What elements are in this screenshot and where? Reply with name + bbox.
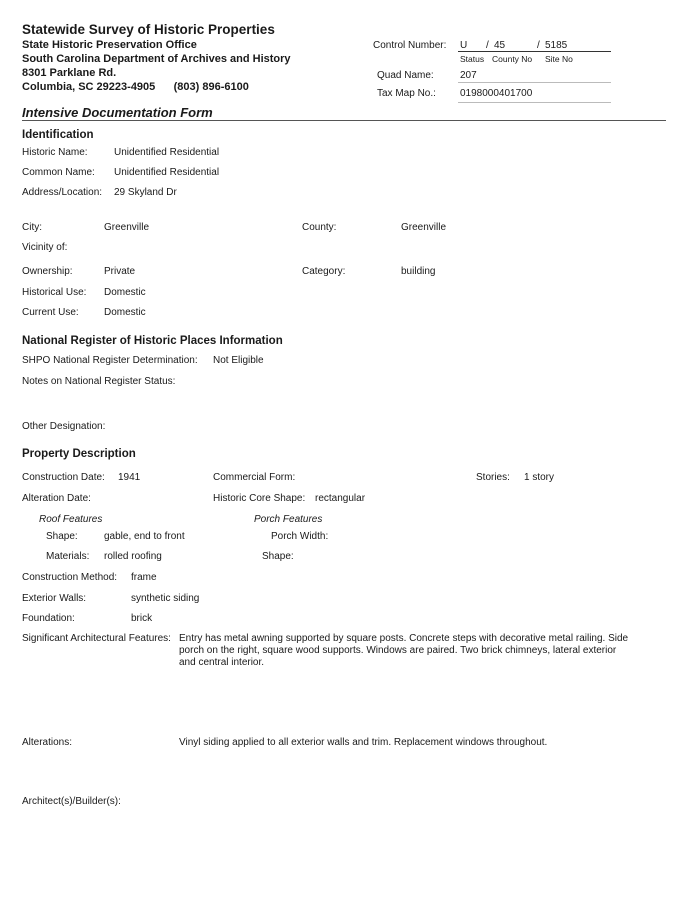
shpo-determination-label: SHPO National Register Determination: <box>22 355 198 366</box>
stories-value: 1 story <box>524 472 555 483</box>
city-phone: Columbia, SC 29223-4905 (803) 896-6100 <box>22 81 249 93</box>
site-no-caption: Site No <box>545 54 573 64</box>
survey-title: Statewide Survey of Historic Properties <box>22 22 275 37</box>
street-address: 8301 Parklane Rd. <box>22 67 117 79</box>
alteration-date-label: Alteration Date: <box>22 493 91 504</box>
historical-use-value: Domestic <box>104 287 146 298</box>
roof-shape-label: Shape: <box>46 531 78 542</box>
ownership-value: Private <box>104 266 136 277</box>
alterations-label: Alterations: <box>22 737 73 748</box>
historic-name-label: Historic Name: <box>22 147 88 158</box>
property-description-heading: Property Description <box>22 448 136 460</box>
historic-name-value: Unidentified Residential <box>114 147 220 158</box>
porch-features-heading: Porch Features <box>254 514 323 525</box>
significant-features-label: Significant Architectural Features: <box>22 633 171 644</box>
exterior-walls-value: synthetic siding <box>131 593 200 604</box>
status-caption: Status <box>460 54 485 64</box>
form-title: Intensive Documentation Form <box>22 105 213 120</box>
county-no-caption: County No <box>492 54 533 64</box>
foundation-label: Foundation: <box>22 613 75 624</box>
foundation-value: brick <box>131 613 153 624</box>
category-label: Category: <box>302 266 346 277</box>
tax-map-label: Tax Map No.: <box>377 88 436 99</box>
address-value: 29 Skyland Dr <box>114 187 177 198</box>
common-name-value: Unidentified Residential <box>114 167 220 178</box>
county-value: Greenville <box>401 222 447 233</box>
control-number-underline <box>458 51 611 52</box>
historical-use-label: Historical Use: <box>22 287 87 298</box>
nr-notes-label: Notes on National Register Status: <box>22 376 176 387</box>
exterior-walls-label: Exterior Walls: <box>22 593 87 604</box>
common-name-label: Common Name: <box>22 167 95 178</box>
city-value: Greenville <box>104 222 150 233</box>
quad-name-value: 207 <box>460 70 477 81</box>
control-number-label: Control Number: <box>373 40 447 51</box>
current-use-value: Domestic <box>104 307 146 318</box>
quad-name-underline <box>458 82 611 83</box>
current-use-label: Current Use: <box>22 307 79 318</box>
ownership-label: Ownership: <box>22 266 73 277</box>
control-status-value: U <box>460 40 468 51</box>
city-label: City: <box>22 222 42 233</box>
quad-name-label: Quad Name: <box>377 70 434 81</box>
vicinity-label: Vicinity of: <box>22 242 68 253</box>
county-label: County: <box>302 222 337 233</box>
commercial-form-label: Commercial Form: <box>213 472 296 483</box>
roof-materials-label: Materials: <box>46 551 90 562</box>
construction-date-label: Construction Date: <box>22 472 105 483</box>
control-county-value: 45 <box>494 40 506 51</box>
form-title-rule <box>22 120 666 121</box>
roof-materials-value: rolled roofing <box>104 551 162 562</box>
address-label: Address/Location: <box>22 187 103 198</box>
tax-map-underline <box>458 102 611 103</box>
control-separator-1: / <box>486 40 489 51</box>
alterations-value: Vinyl siding applied to all exterior walls and trim. Replacement windows throughout. <box>179 737 548 748</box>
roof-shape-value: gable, end to front <box>104 531 185 542</box>
department-name: South Carolina Department of Archives and History <box>22 53 291 65</box>
roof-features-heading: Roof Features <box>39 514 103 525</box>
control-site-value: 5185 <box>545 40 568 51</box>
control-separator-2: / <box>537 40 540 51</box>
core-shape-label: Historic Core Shape: <box>213 493 306 504</box>
shpo-determination-value: Not Eligible <box>213 355 264 366</box>
porch-width-label: Porch Width: <box>271 531 329 542</box>
national-register-heading: National Register of Historic Places Information <box>22 335 283 347</box>
office-name: State Historic Preservation Office <box>22 39 197 51</box>
category-value: building <box>401 266 436 277</box>
construction-date-value: 1941 <box>118 472 141 483</box>
construction-method-label: Construction Method: <box>22 572 118 583</box>
architects-label: Architect(s)/Builder(s): <box>22 796 121 807</box>
stories-label: Stories: <box>476 472 510 483</box>
construction-method-value: frame <box>131 572 157 583</box>
significant-features-value: Entry has metal awning supported by square posts. Concrete steps with decorative metal railing. Side porch on the right, square wood supports. Windows are paired. Two brick chimneys, lateral exterior and central interior. <box>179 633 629 668</box>
tax-map-value: 0198000401700 <box>460 88 533 99</box>
porch-shape-label: Shape: <box>262 551 294 562</box>
core-shape-value: rectangular <box>315 493 366 504</box>
other-designation-label: Other Designation: <box>22 421 106 432</box>
identification-heading: Identification <box>22 129 94 141</box>
